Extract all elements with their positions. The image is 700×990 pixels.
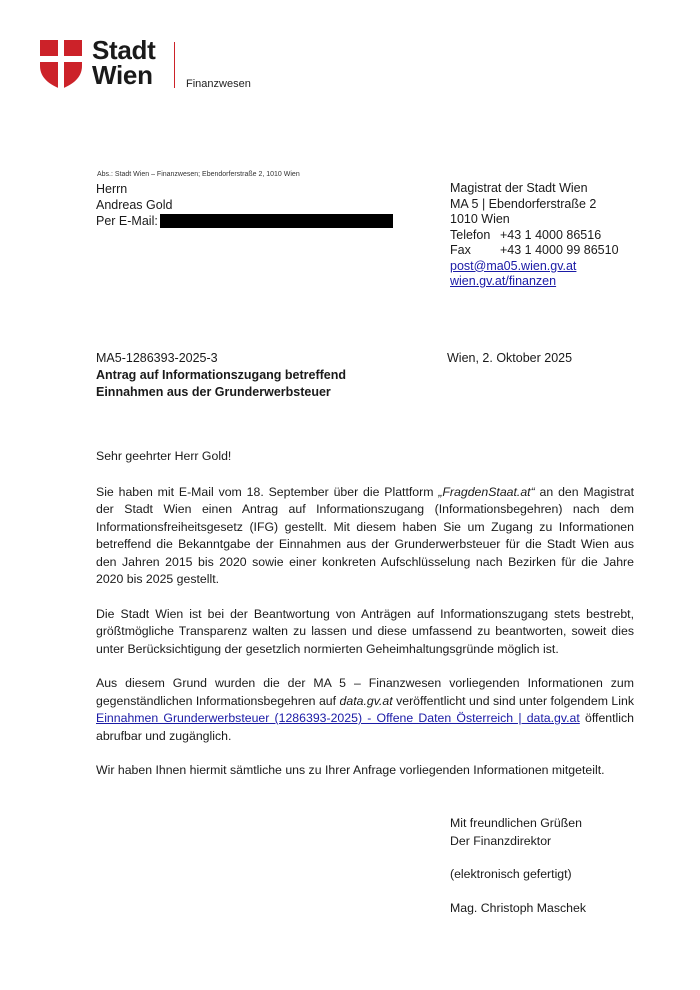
paragraph-4: Wir haben Ihnen hiermit sämtliche uns zu Ihrer Anfrage vorliegenden Informationen mitgeteilt. bbox=[96, 763, 605, 777]
paragraph-1 bbox=[96, 484, 634, 589]
dataset-link[interactable]: Einnahmen Grunderwerbsteuer (1286393-2025) - Offene Daten Österreich | data.gv.at bbox=[96, 711, 580, 725]
logo-divider bbox=[174, 42, 175, 88]
subject-line-2: Einnahmen aus der Grunderwerbsteuer bbox=[96, 385, 331, 399]
vienna-coat-of-arms-icon bbox=[40, 40, 82, 89]
logo-line-1: Stadt bbox=[92, 35, 156, 65]
closing-signed: (elektronisch gefertigt) bbox=[450, 867, 572, 881]
subject-line-1: Antrag auf Informationszugang betreffend bbox=[96, 368, 346, 382]
recipient-email-row bbox=[96, 213, 393, 229]
reference-number: MA5-1286393-2025-3 bbox=[96, 351, 218, 365]
recipient-address bbox=[96, 181, 393, 229]
org-name: Magistrat der Stadt Wien bbox=[450, 181, 588, 195]
p3-after: öffentlich abrufbar und zugänglich. bbox=[96, 711, 634, 743]
organization-block bbox=[450, 181, 619, 290]
recipient-email-label: Per E-Mail: bbox=[96, 214, 158, 228]
p1-before: Sie haben mit E-Mail vom 18. September über die Plattform bbox=[96, 484, 439, 499]
logo-wordmark bbox=[92, 35, 156, 90]
closing-regards: Mit freundlichen Grüßen bbox=[450, 816, 582, 830]
platform-name: „FragdenStaat.at“ bbox=[438, 484, 535, 499]
greeting: Sehr geehrter Herr Gold! bbox=[96, 449, 232, 463]
p3-middle: veröffentlicht und sind unter folgendem Link bbox=[392, 693, 634, 708]
p3-before: Aus diesem Grund wurden die der MA 5 – Finanzwesen vorliegenden Informationen zum gegenständlichen Informationsbegehren auf bbox=[96, 676, 634, 708]
logo-department: Finanzwesen bbox=[186, 78, 251, 90]
sender-line: Abs.: Stadt Wien – Finanzwesen; Ebendorferstraße 2, 1010 Wien bbox=[97, 171, 300, 178]
fax-number: +43 1 4000 99 86510 bbox=[500, 243, 619, 257]
closing-title: Der Finanzdirektor bbox=[450, 833, 552, 848]
signatory-name: Mag. Christoph Maschek bbox=[450, 900, 587, 915]
fax-label: Fax bbox=[450, 243, 471, 257]
redacted-email bbox=[160, 214, 393, 228]
reference-block bbox=[96, 350, 576, 401]
org-email-link[interactable]: post@ma05.wien.gv.at bbox=[450, 258, 577, 273]
org-fax-row bbox=[450, 243, 619, 259]
org-address-1: MA 5 | Ebendorferstraße 2 bbox=[450, 196, 597, 211]
recipient-name: Andreas Gold bbox=[96, 198, 173, 212]
org-web-link[interactable]: wien.gv.at/finanzen bbox=[450, 274, 557, 288]
phone-label: Telefon bbox=[450, 227, 491, 242]
letter-date: Wien, 2. Oktober 2025 bbox=[447, 351, 573, 365]
paragraph-3 bbox=[96, 675, 634, 745]
signature-block bbox=[450, 815, 586, 917]
org-phone-row bbox=[450, 228, 619, 244]
phone-number: +43 1 4000 86516 bbox=[500, 227, 602, 242]
logo-line-2: Wien bbox=[92, 60, 153, 90]
recipient-salutation: Herrn bbox=[96, 182, 128, 196]
site-name: data.gv.at bbox=[339, 693, 393, 708]
org-address-2: 1010 Wien bbox=[450, 212, 510, 226]
paragraph-2: Die Stadt Wien ist bei der Beantwortung von Anträgen auf Informationszugang stets bestrebt, größtmögliche Transparenz walten zu lassen und diese umfassend zu beantworten, soweit dies unter Berücksichtigung der gesetzlich normierten Geheimhaltungsgründe möglich ist. bbox=[96, 606, 634, 656]
letter-body bbox=[96, 448, 634, 797]
p1-after: an den Magistrat der Stadt Wien einen Antrag auf Informationszugang (Informationsbegehren) nach dem Informationsfreiheitsgesetz (IFG) gestellt. Mit diesem haben Sie um Zugang zu Informationen betreffend die Bekanntgabe der Einnahmen aus der Grunderwerbsteuer für die Stadt Wien aus den Jahren 2015 bis 2020 sowie einer konkreten Aufschlüsselung nach Bezirken für die Jahre 2020 bis 2025 gestellt. bbox=[96, 484, 634, 586]
